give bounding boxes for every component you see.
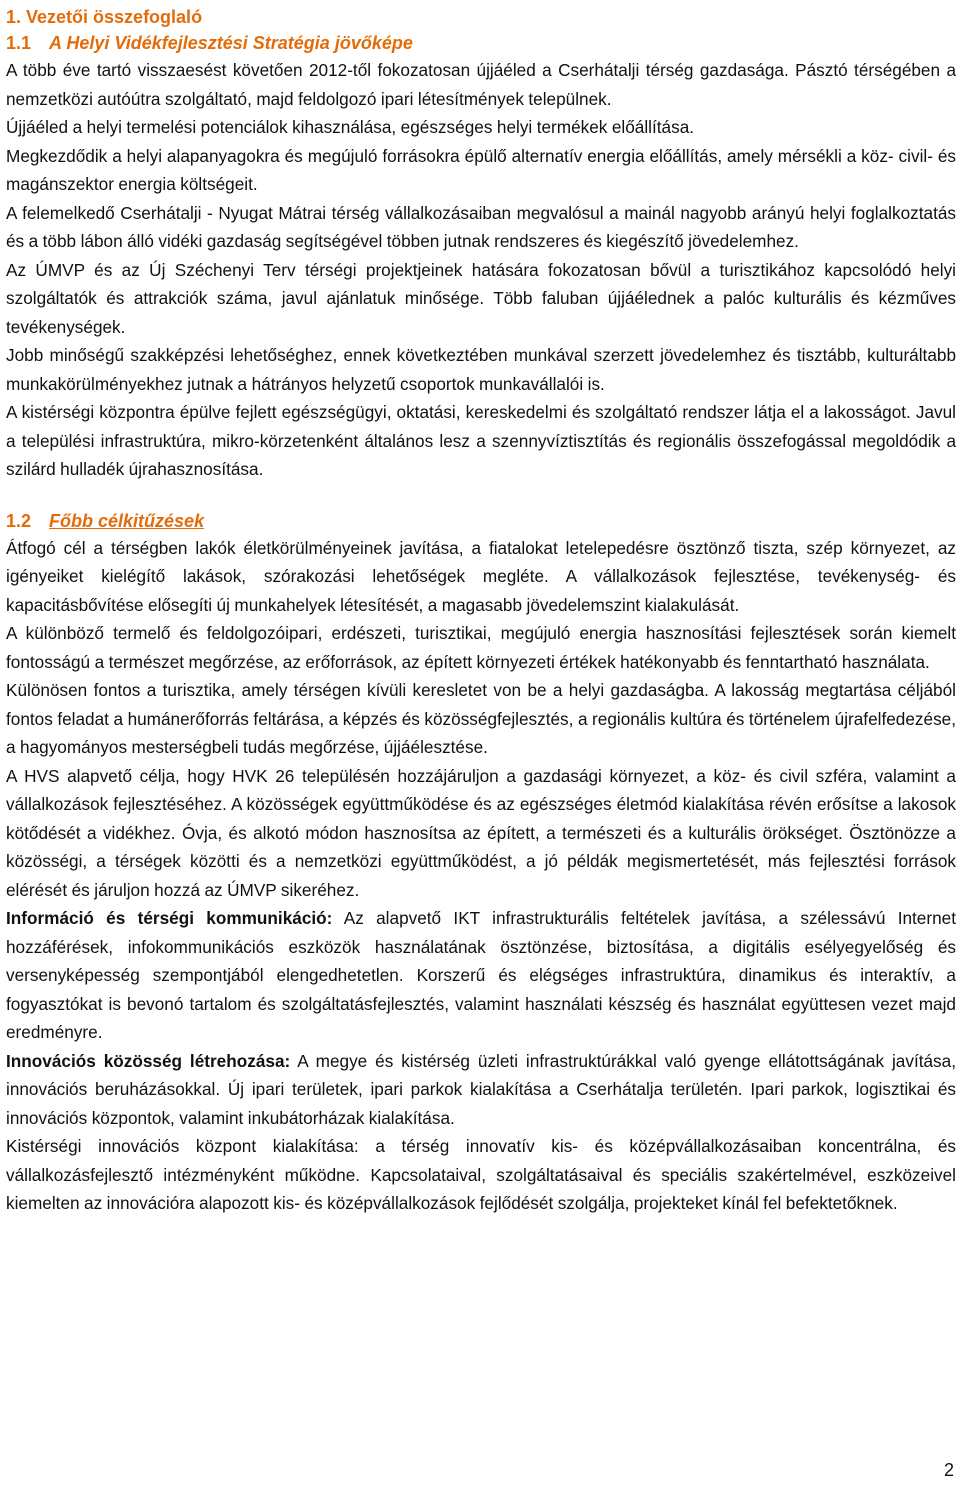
bold-label: Innovációs közösség létrehozása: (6, 1050, 291, 1071)
paragraph: Az ÚMVP és az Új Széchenyi Terv térségi projektjeinek hatására fokozatosan bővül a turisztikához kapcsolódó helyi szolgáltatók és attrakciók száma, javul ajánlatuk minősége. Több faluban újjáélednek a palóc kulturális és kézműves tevékenységek. (6, 259, 956, 337)
section-number: 1.1 (6, 33, 32, 53)
section-title: Főbb célkitűzések (49, 510, 205, 531)
paragraph: A különböző termelő és feldolgozóipari, erdészeti, turisztikai, megújuló energia hasznosítási fejlesztések során kiemelt fontosságú a természet megőrzése, az erőforrások, az épített környezeti értékek hatékonyabb és fenntartható használata. (6, 623, 956, 672)
section-number: 1.2 (6, 510, 32, 531)
page-number: 2 (943, 1460, 954, 1480)
section-heading-vision (6, 30, 956, 56)
paragraph-info-communication (6, 904, 956, 1047)
paragraph: Megkezdődik a helyi alapanyagokra és megújuló forrásokra épülő alternatív energia előállítás, amely mérsékli a köz- civil- és magánszektor energia költségeit. (6, 145, 956, 194)
paragraph-text: Az alapvető IKT infrastrukturális feltételek javítása, a szélessávú Internet hozzáférések, infokommunikációs eszközök használatának ösztönzése, biztosítása, a digitális esélyegyelőség és versenyképesség szempontjából elengedhetetlen. Korszerű és elégséges infrastruktúra, dinamikus és interaktív, a fogyasztókat is bevonó tartalom és szolgáltatásfejlesztés, valamint használati készség és használat együttesen vezet majd eredményre. (6, 908, 956, 1042)
paragraph: A kistérségi központra épülve fejlett egészségügyi, oktatási, kereskedelmi és szolgáltató rendszer látja el a lakosságot. Javul a települési infrastruktúra, mikro-körzetenként általános lesz a szennyvíztisztítás és regionális összefogással megoldódik a szilárd hulladék újrahasznosítása. (6, 402, 956, 479)
paragraph: A felemelkedő Cserhátalji - Nyugat Mátrai térség vállalkozásaiban megvalósul a mainál nagyobb arányú helyi foglalkoztatás és a több lábon álló vidéki gazdaság segítségével többen jutnak rendszeres és kiegészítő jövedelemhez. (6, 202, 956, 251)
bold-label: Információ és térségi kommunikáció: (6, 908, 333, 928)
paragraph: Jobb minőségű szakképzési lehetőséghez, ennek következtében munkával szerzett jövedelemhez és tisztább, kulturáltabb munkakörülményekhez jutnak a hátrányos helyzetű csoportok munkavállalói is. (6, 345, 956, 394)
section-title: A Helyi Vidékfejlesztési Stratégia jövőképe (49, 33, 413, 53)
paragraph: A több éve tartó visszaesést követően 2012-től fokozatosan újjáéled a Cserhátalji térség gazdasága. Pásztó térségében a nemzetközi autóútra szolgáltató, majd feldolgozó ipari létesítmények települnek. (6, 60, 956, 109)
paragraph: A HVS alapvető célja, hogy HVK 26 településén hozzájáruljon a gazdasági környezet, a köz- és civil szféra, valamint a vállalkozások fejlesztéséhez. A közösségek együttműködése és az egészséges életmód kialakítása révén erősítse a lakosok kötődését a vidékhez. Óvja, és alkotó módon hasznosítsa az épített, a természeti és a kulturális örökséget. Ösztönözze a közösségi, a térségek közötti és a nemzetközi együttműködést, a jó példák megismertetését, más fejlesztési források elérését és járuljon hozzá az ÚMVP sikeréhez. (6, 765, 956, 900)
paragraph: Különösen fontos a turisztika, amely térségen kívüli keresletet von be a helyi gazdaságba. A lakosság megtartása céljából fontos feladat a humánerőforrás feltárása, a képzés és közösségfejlesztés, a regionális kultúra és történelem újrafelfedezése, a hagyományos mesterségbeli tudás megőrzése, újjáélesztése. (6, 680, 956, 757)
paragraph-innovation-community (6, 1047, 956, 1133)
paragraph-text: A megye és kistérség üzleti infrastruktúrákkal való gyenge ellátottságának javítása, innovációs beruházásokkal. Új ipari területek, ipari parkok kialakítása a Cserhátalja területén. Ipari parkok, logisztikai és innovációs központok, valamint inkubátorházak kialakítása. (6, 1050, 956, 1128)
paragraph-innovation-center: Kistérségi innovációs központ kialakítása: a térség innovatív kis- és középvállalkozásaiban koncentrálna, és vállalkozásfejlesztő intézményként működne. Kapcsolataival, szolgáltatásaival és speciális szakértelmével, eszközeivel kiemelten az innovációra alapozott kis- és középvállalkozások fejlődését szolgálja, projekteket kínál fel befektetőknek. (6, 1136, 956, 1213)
chapter-heading: 1. Vezetői összefoglaló (6, 7, 203, 27)
section-heading-goals (6, 508, 956, 534)
document-page (6, 4, 956, 1218)
paragraph: Átfogó cél a térségben lakók életkörülményeinek javítása, a fiatalokat letelepedésre ösztönző tiszta, szép környezet, az igényeiket kielégítő lakások, szórakozási lehetőségek megléte. A vállalkozások fejlesztése, tevékenység- és kapacitásbővítése elősegíti új munkahelyek létesítését, a magasabb jövedelemszint kialakulását. (6, 537, 956, 615)
paragraph: Újjáéled a helyi termelési potenciálok kihasználása, egészséges helyi termékek előállítása. (6, 117, 695, 137)
